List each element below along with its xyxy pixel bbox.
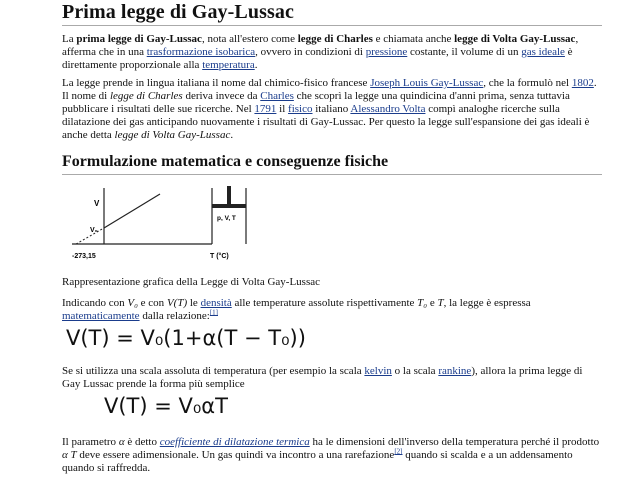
- link-alessandro-volta[interactable]: Alessandro Volta: [350, 103, 426, 115]
- reference-link-2[interactable]: [2]: [394, 447, 403, 456]
- link-rankine[interactable]: rankine: [438, 365, 472, 377]
- link-1802[interactable]: 1802: [571, 77, 594, 89]
- title-divider: [62, 25, 602, 26]
- link-1791[interactable]: 1791: [254, 103, 277, 115]
- link-pressione[interactable]: pressione: [365, 46, 408, 58]
- reference-link-1[interactable]: [1]: [209, 308, 218, 317]
- link-gay-lussac[interactable]: Joseph Louis Gay-Lussac: [370, 77, 484, 89]
- x-axis-label: T (°C): [210, 253, 229, 260]
- link-fisico[interactable]: fisico: [288, 103, 313, 115]
- bold-term: legge di Volta Gay-Lussac: [454, 33, 576, 45]
- link-trasformazione-isobarica[interactable]: trasformazione isobarica: [146, 46, 256, 58]
- parameter-paragraph: Il parametro α è detto coefficiente di dilatazione termica ha le dimensioni dell'inverso della temperatura perché il prodotto α T deve essere adimensionale. Un gas quindi va incontro a una rarefazione[2] quando si scalda e a un addensamento quando si raffredda.: [62, 436, 600, 474]
- v0-label: V₀: [90, 227, 98, 234]
- definition-paragraph: Indicando con V₀ e con V(T) le densità alle temperature assolute rispettivamente T₀ e T, la legge è espressa matematicamente dalla relazione:[1]: [62, 297, 531, 322]
- link-charles[interactable]: Charles: [260, 90, 294, 102]
- history-paragraph: La legge prende in lingua italiana il nome dal chimico-fisico francese Joseph Louis Gay-Lussac, che la formulò nel 1802. Il nome di legge di Charles deriva invece da Charles che scoprì la legge una quindicina d'anni prima, senza tuttavia pubblicare i risultati delle sue ricerche. Nel 1791 il fisico italiano Alessandro Volta compì analoghe ricerche sulla dilatazione dei gas anticipando nuovamente i risultati di Gay-Lussac. Per questo la legge sull'espansione dei gas ideali è anche detta legge di Volta Gay-Lussac.: [62, 77, 597, 141]
- intro-paragraph: La prima legge di Gay-Lussac, nota all'estero come legge di Charles e chiamata anche legge di Volta Gay-Lussac, afferma che in una trasformazione isobarica, ovvero in condizioni di pressione costante, il volume di un gas ideale è direttamente proporzionale alla temperatura.: [62, 33, 579, 71]
- gay-lussac-graph: [72, 180, 332, 270]
- bold-term: prima legge di Gay-Lussac: [76, 33, 202, 45]
- page-title: Prima legge di Gay-Lussac: [62, 1, 294, 23]
- link-gas-ideale[interactable]: gas ideale: [521, 46, 565, 58]
- absolute-scale-paragraph: Se si utilizza una scala assoluta di temperatura (per esempio la scala kelvin o la scala rankine), allora la prima legge di Gay Lussac prende la forma più semplice: [62, 365, 583, 390]
- origin-label: -273,15: [72, 253, 96, 260]
- section-heading: Formulazione matematica e conseguenze fisiche: [62, 153, 389, 170]
- piston-label: p, V, T: [217, 215, 236, 222]
- formula-absolute: V(T) = V₀αT: [104, 394, 228, 418]
- figure-caption: Rappresentazione grafica della Legge di Volta Gay-Lussac: [62, 276, 320, 288]
- bold-term: legge di Charles: [297, 33, 373, 45]
- section-divider: [62, 174, 602, 175]
- link-matematicamente[interactable]: matematicamente: [62, 310, 140, 322]
- link-kelvin[interactable]: kelvin: [364, 365, 392, 377]
- link-temperatura[interactable]: temperatura: [202, 59, 255, 71]
- y-axis-label: V: [94, 199, 100, 208]
- formula-general: V(T) = V₀(1+α(T − T₀)): [66, 326, 306, 350]
- link-coefficiente-dilatazione[interactable]: coefficiente di dilatazione termica: [159, 436, 310, 448]
- link-densita[interactable]: densità: [200, 297, 232, 309]
